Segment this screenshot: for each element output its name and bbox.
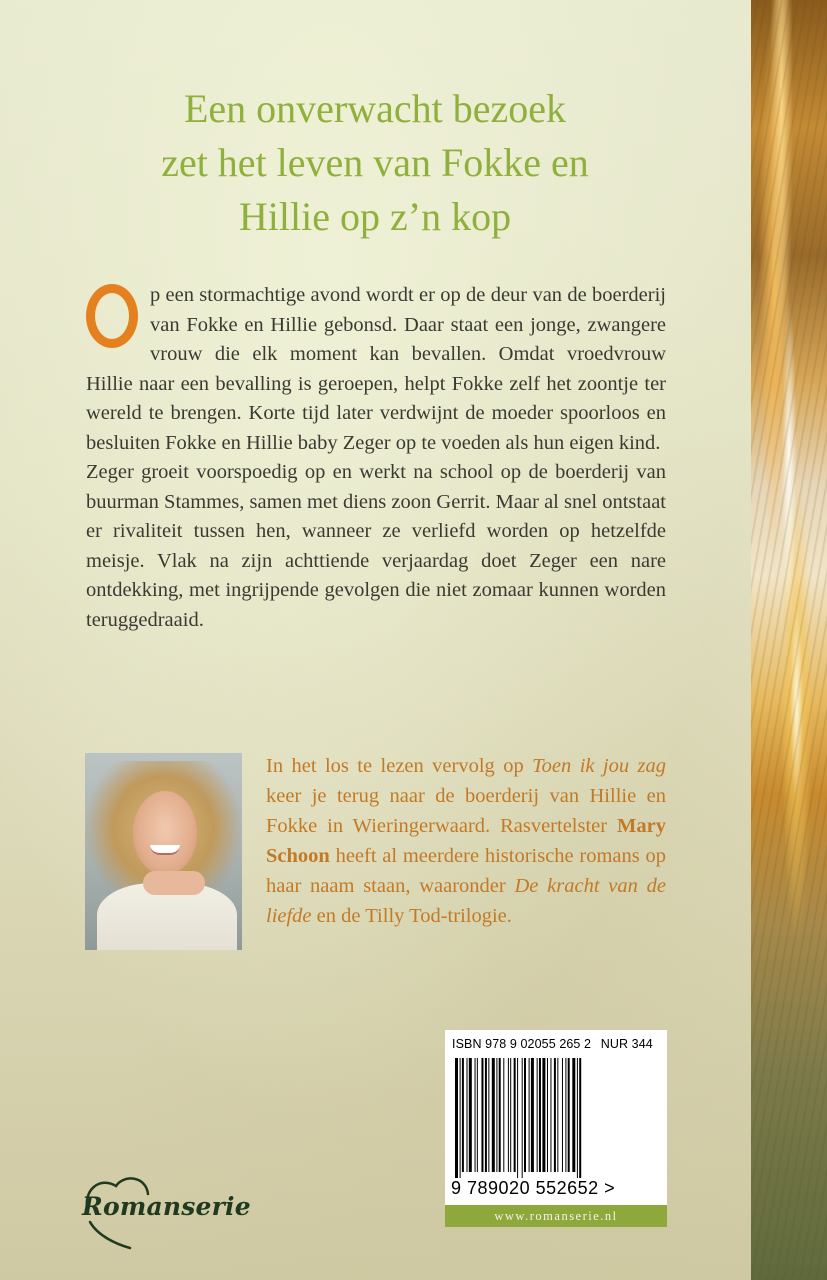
barcode-bar xyxy=(577,1058,578,1178)
barcode-bar xyxy=(514,1058,516,1172)
barcode-bar xyxy=(481,1058,483,1172)
barcode-bar xyxy=(547,1058,548,1172)
barcode-bar xyxy=(492,1058,495,1172)
barcode-bar xyxy=(477,1058,478,1172)
barcode-bar xyxy=(469,1058,472,1172)
barcode-bar xyxy=(508,1058,509,1172)
barcode-bar xyxy=(562,1058,563,1172)
website-link[interactable]: www.romanserie.nl xyxy=(445,1205,667,1227)
barcode-bar xyxy=(565,1058,566,1172)
nur-label: NUR 344 xyxy=(600,1037,653,1051)
barcode-bar xyxy=(572,1058,575,1172)
barcode-icon xyxy=(453,1058,659,1178)
author-blurb xyxy=(266,751,666,931)
barcode-bar xyxy=(531,1058,534,1172)
barcode-bar xyxy=(550,1058,551,1172)
barcode-bar xyxy=(522,1058,523,1178)
author-hand xyxy=(143,871,205,895)
author-blurb-part-3: heeft al meerdere historische romans op haar naam staan, waaronder xyxy=(266,845,666,897)
headline-line-3: Hillie op z’n kop xyxy=(238,194,512,239)
barcode-bar xyxy=(496,1058,497,1172)
barcode-bar xyxy=(539,1058,541,1172)
barcode-bar xyxy=(557,1058,558,1172)
barcode-bar xyxy=(475,1058,476,1172)
barcode-bar xyxy=(568,1058,570,1172)
barcode-bar xyxy=(542,1058,545,1172)
barcode-bar xyxy=(462,1058,464,1172)
barcode-bar xyxy=(537,1058,538,1172)
author-blurb-part-2: keer je terug naar de boerderij van Hillie en Fokke in Wieringerwaard. Rasvertelster xyxy=(266,785,666,837)
author-face xyxy=(133,791,197,875)
isbn-line xyxy=(452,1037,659,1051)
blurb-paragraph-2: Zeger groeit voorspoedig op en werkt na school op de boerderij van buurman Stammes, samen met diens zoon Gerrit. Maar al snel ontstaat er rivaliteit tussen hen, wanneer ze verliefd worden op hetzelfde meisje. Vlak na zijn achttiende verjaardag doet Zeger een nare ontdekking, met ingrijpende gevolgen die niet zomaar kunnen worden teruggedraaid. xyxy=(86,461,666,631)
barcode-bar xyxy=(517,1058,518,1178)
barcode-bar xyxy=(488,1058,489,1172)
romanserie-logo xyxy=(82,1170,282,1250)
headline-line-2: zet het leven van Fokke en xyxy=(161,140,589,185)
isbn-label: ISBN 978 9 02055 265 2 xyxy=(452,1037,592,1051)
author-name: Mary Schoon xyxy=(266,815,666,867)
barcode-bar xyxy=(467,1058,468,1172)
title-de-kracht-van-de-liefde: De kracht van de liefde xyxy=(266,875,666,927)
barcode-bar xyxy=(529,1058,530,1172)
headline-line-1: Een onverwacht bezoek xyxy=(183,86,567,131)
barcode-bar xyxy=(460,1058,461,1178)
barcode-bar xyxy=(524,1058,526,1172)
barcode-bar xyxy=(554,1058,556,1172)
blurb-paragraph-1-text: p een stormachtige avond wordt er op de deur van de boerderij van Fokke en Hillie gebonsd. Daar staat een jonge, zwangere vrouw die elk moment kan bevallen. Omdat vroedvrouw Hillie naar een bevalling is geroepen, helpt Fokke zelf het zoontje ter wereld te brengen. Korte tijd later verdwijnt de moeder spoorloos en besluiten Fokke en Hillie baby Zeger op te voeden als hun eigen kind. xyxy=(86,284,666,454)
barcode-bar xyxy=(503,1058,504,1172)
barcode-bar xyxy=(510,1058,511,1172)
barcode-bar xyxy=(499,1058,501,1172)
barcode-bar xyxy=(455,1058,458,1178)
title-toen-ik-jou-zag: Toen ik jou zag xyxy=(532,755,667,777)
author-photo xyxy=(85,753,242,950)
barcode-bar xyxy=(579,1058,581,1178)
author-blurb-part-4: en de Tilly Tod-trilogie. xyxy=(311,905,512,927)
headline xyxy=(80,82,670,244)
barcode-bar xyxy=(485,1058,487,1172)
logo-text: Romanserie xyxy=(82,1192,251,1221)
blurb-paragraph-1 xyxy=(86,281,666,458)
author-blurb-part-1: In het los te lezen vervolg op xyxy=(266,755,533,777)
blurb xyxy=(86,281,666,635)
dropcap-o-ring xyxy=(86,284,138,348)
sunset-photo-strip xyxy=(751,0,827,1280)
barcode-digits: 9 789020 552652 > xyxy=(451,1178,616,1198)
barcode-box xyxy=(445,1030,667,1205)
